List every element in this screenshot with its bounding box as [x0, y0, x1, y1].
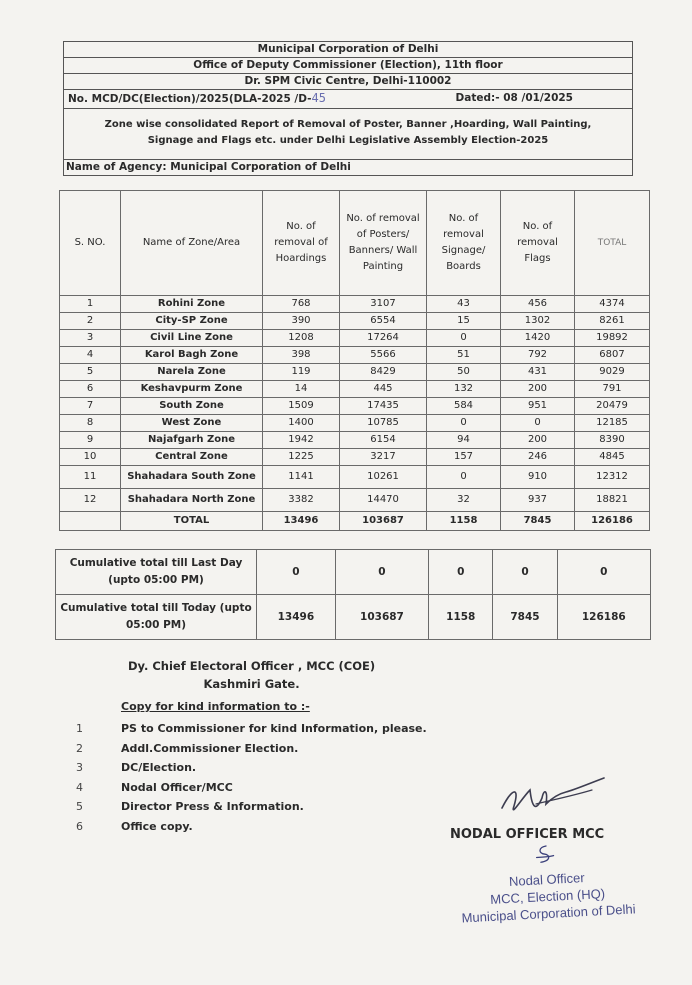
- total-cell: 18821: [575, 489, 650, 512]
- posters-cell: 17264: [340, 330, 427, 347]
- list-item: [76, 758, 427, 778]
- sno-cell: 9: [60, 432, 121, 449]
- table-row: [60, 313, 650, 330]
- table-row: [60, 347, 650, 364]
- hoardings-cell: 768: [263, 296, 340, 313]
- posters-cell: 10785: [340, 415, 427, 432]
- cum-signage: 1158: [429, 595, 493, 640]
- col-header-zone: Name of Zone/Area: [121, 191, 263, 296]
- list-item: [76, 778, 427, 798]
- cumulative-row-last-day: [56, 550, 651, 595]
- total-signage: 1158: [427, 512, 501, 531]
- copy-recipient: Office copy.: [121, 819, 193, 833]
- flags-cell: 200: [501, 432, 575, 449]
- posters-cell: 8429: [340, 364, 427, 381]
- copy-number: 4: [76, 780, 83, 794]
- zone-cell: Central Zone: [121, 449, 263, 466]
- copy-recipient: PS to Commissioner for kind Information, please.: [121, 722, 427, 735]
- agency-name: Name of Agency: Municipal Corporation of Delhi: [66, 161, 351, 173]
- sno-cell: 4: [60, 347, 121, 364]
- signage-cell: 584: [427, 398, 501, 415]
- total-cell: 4374: [575, 296, 650, 313]
- col-header-sno: S. NO.: [60, 191, 121, 296]
- copy-recipient: Director Press & Information.: [121, 800, 304, 813]
- signage-cell: 51: [427, 347, 501, 364]
- flags-cell: 937: [501, 489, 575, 512]
- stamp-line-2: MCC, Election (HQ): [489, 885, 606, 907]
- list-item: [76, 817, 427, 837]
- cumulative-label: Cumulative total till Last Day (upto 05:00 PM): [56, 550, 257, 595]
- table-row: [60, 364, 650, 381]
- cum-flags: 0: [493, 550, 557, 595]
- signage-cell: 0: [427, 415, 501, 432]
- sno-cell: 1: [60, 296, 121, 313]
- table-row: [60, 330, 650, 347]
- hoardings-cell: 390: [263, 313, 340, 330]
- total-hoardings: 13496: [263, 512, 340, 531]
- posters-cell: 3107: [340, 296, 427, 313]
- copy-title: Copy for kind information to :-: [121, 700, 310, 713]
- zone-cell: Najafgarh Zone: [121, 432, 263, 449]
- total-cell: 19892: [575, 330, 650, 347]
- col-header-posters: No. of removal of Posters/ Banners/ Wall Painting: [340, 191, 427, 296]
- reference-handwritten-number: 45: [311, 91, 326, 105]
- total-cell: 8390: [575, 432, 650, 449]
- posters-cell: 5566: [340, 347, 427, 364]
- copy-number: 2: [76, 741, 83, 755]
- initials-signature-icon: [532, 842, 557, 867]
- signage-cell: 0: [427, 466, 501, 489]
- hoardings-cell: 1400: [263, 415, 340, 432]
- col-header-flags: No. of removal Flags: [501, 191, 575, 296]
- hoardings-cell: 1509: [263, 398, 340, 415]
- table-row: [60, 296, 650, 313]
- total-label: TOTAL: [121, 512, 263, 531]
- flags-cell: 1302: [501, 313, 575, 330]
- copy-list: [76, 719, 427, 836]
- copy-recipient: DC/Election.: [121, 761, 197, 774]
- cum-total: 0: [557, 550, 650, 595]
- table-row: [60, 381, 650, 398]
- cum-total: 126186: [557, 595, 650, 640]
- dated: Dated:- 08 /01/2025: [455, 92, 573, 104]
- flags-cell: 0: [501, 415, 575, 432]
- table-row: [60, 489, 650, 512]
- copy-recipient: Addl.Commissioner Election.: [121, 741, 299, 755]
- hoardings-cell: 1942: [263, 432, 340, 449]
- sno-cell: 6: [60, 381, 121, 398]
- table-row: [60, 449, 650, 466]
- signage-cell: 132: [427, 381, 501, 398]
- table-header-row: [60, 191, 650, 296]
- total-cell: 8261: [575, 313, 650, 330]
- zone-cell: Karol Bagh Zone: [121, 347, 263, 364]
- list-item: [76, 739, 427, 759]
- copy-number: 1: [76, 722, 83, 735]
- signage-cell: 157: [427, 449, 501, 466]
- signage-cell: 50: [427, 364, 501, 381]
- subject-line-2: Signage and Flags etc. under Delhi Legislative Assembly Election-2025: [147, 135, 549, 146]
- table-row: [60, 415, 650, 432]
- list-item: [76, 719, 427, 739]
- list-item: [76, 797, 427, 817]
- sno-cell: 10: [60, 449, 121, 466]
- total-cell: 12185: [575, 415, 650, 432]
- zone-cell: Shahadara South Zone: [121, 466, 263, 489]
- office-address: Dr. SPM Civic Centre, Delhi-110002: [64, 74, 632, 90]
- stamp-line-1: Nodal Officer: [508, 870, 585, 889]
- table-row: [60, 466, 650, 489]
- signage-cell: 94: [427, 432, 501, 449]
- cum-flags: 7845: [493, 595, 557, 640]
- cum-signage: 0: [429, 550, 493, 595]
- copy-number: 5: [76, 800, 83, 813]
- hoardings-cell: 119: [263, 364, 340, 381]
- addressee-line-1: Dy. Chief Electoral Officer , MCC (COE): [128, 659, 376, 673]
- flags-cell: 910: [501, 466, 575, 489]
- sno-cell: 12: [60, 489, 121, 512]
- zone-cell: City-SP Zone: [121, 313, 263, 330]
- posters-cell: 3217: [340, 449, 427, 466]
- col-header-total: TOTAL: [575, 191, 650, 296]
- zone-cell: Keshavpurm Zone: [121, 381, 263, 398]
- total-cell: 4845: [575, 449, 650, 466]
- cumulative-label: Cumulative total till Today (upto 05:00 PM): [56, 595, 257, 640]
- total-cell: 20479: [575, 398, 650, 415]
- col-header-hoardings: No. of removal of Hoardings: [263, 191, 340, 296]
- posters-cell: 6554: [340, 313, 427, 330]
- flags-cell: 792: [501, 347, 575, 364]
- hoardings-cell: 14: [263, 381, 340, 398]
- addressee-line-2: Kashmiri Gate.: [203, 677, 300, 691]
- cum-posters: 103687: [335, 595, 428, 640]
- sno-cell: 3: [60, 330, 121, 347]
- cum-hoardings: 0: [257, 550, 336, 595]
- table-row: [60, 398, 650, 415]
- subject-line-1: Zone wise consolidated Report of Removal of Poster, Banner ,Hoarding, Wall Painting,: [104, 119, 592, 130]
- cum-posters: 0: [335, 550, 428, 595]
- sno-cell: 11: [60, 466, 121, 489]
- hoardings-cell: 1208: [263, 330, 340, 347]
- reference-row: [64, 90, 632, 109]
- cumulative-row-today: [56, 595, 651, 640]
- posters-cell: 10261: [340, 466, 427, 489]
- copy-number: 3: [76, 761, 83, 774]
- sno-cell: 5: [60, 364, 121, 381]
- hoardings-cell: 1225: [263, 449, 340, 466]
- cum-hoardings: 13496: [257, 595, 336, 640]
- total-row: [60, 512, 650, 531]
- posters-cell: 14470: [340, 489, 427, 512]
- signage-cell: 43: [427, 296, 501, 313]
- letterhead-box: [63, 41, 633, 176]
- signature-icon: [492, 768, 612, 828]
- report-subject: [64, 109, 632, 160]
- official-stamp: [450, 838, 644, 927]
- reference-number: [68, 90, 326, 108]
- col-header-signage: No. of removal Signage/ Boards: [427, 191, 501, 296]
- signage-cell: 32: [427, 489, 501, 512]
- cumulative-table: [55, 549, 651, 640]
- posters-cell: 445: [340, 381, 427, 398]
- reference-prefix: No. MCD/DC(Election)/2025(DLA-2025 /D-: [68, 93, 312, 105]
- total-cell: 6807: [575, 347, 650, 364]
- zone-cell: Civil Line Zone: [121, 330, 263, 347]
- zone-cell: West Zone: [121, 415, 263, 432]
- total-posters: 103687: [340, 512, 427, 531]
- table-row: [60, 432, 650, 449]
- flags-cell: 200: [501, 381, 575, 398]
- grand-total: 126186: [575, 512, 650, 531]
- flags-cell: 1420: [501, 330, 575, 347]
- signage-cell: 0: [427, 330, 501, 347]
- posters-cell: 6154: [340, 432, 427, 449]
- hoardings-cell: 398: [263, 347, 340, 364]
- stamp-line-3: Municipal Corporation of Delhi: [461, 901, 636, 926]
- flags-cell: 951: [501, 398, 575, 415]
- sno-cell: 7: [60, 398, 121, 415]
- zone-cell: Narela Zone: [121, 364, 263, 381]
- hoardings-cell: 1141: [263, 466, 340, 489]
- org-name: Municipal Corporation of Delhi: [64, 42, 632, 58]
- sno-cell: 2: [60, 313, 121, 330]
- copy-number: 6: [76, 819, 83, 833]
- total-cell: 9029: [575, 364, 650, 381]
- flags-cell: 456: [501, 296, 575, 313]
- total-flags: 7845: [501, 512, 575, 531]
- zone-cell: South Zone: [121, 398, 263, 415]
- sno-cell: 8: [60, 415, 121, 432]
- copy-recipient: Nodal Officer/MCC: [121, 780, 233, 794]
- addressee-block: [128, 657, 375, 693]
- zone-cell: Rohini Zone: [121, 296, 263, 313]
- signage-cell: 15: [427, 313, 501, 330]
- total-sno-cell: [60, 512, 121, 531]
- flags-cell: 246: [501, 449, 575, 466]
- total-cell: 791: [575, 381, 650, 398]
- hoardings-cell: 3382: [263, 489, 340, 512]
- zone-report-table: [59, 190, 650, 531]
- total-cell: 12312: [575, 466, 650, 489]
- flags-cell: 431: [501, 364, 575, 381]
- posters-cell: 17435: [340, 398, 427, 415]
- nodal-officer-title: NODAL OFFICER MCC: [450, 827, 605, 842]
- office-name: Office of Deputy Commissioner (Election), 11th floor: [64, 58, 632, 74]
- zone-cell: Shahadara North Zone: [121, 489, 263, 512]
